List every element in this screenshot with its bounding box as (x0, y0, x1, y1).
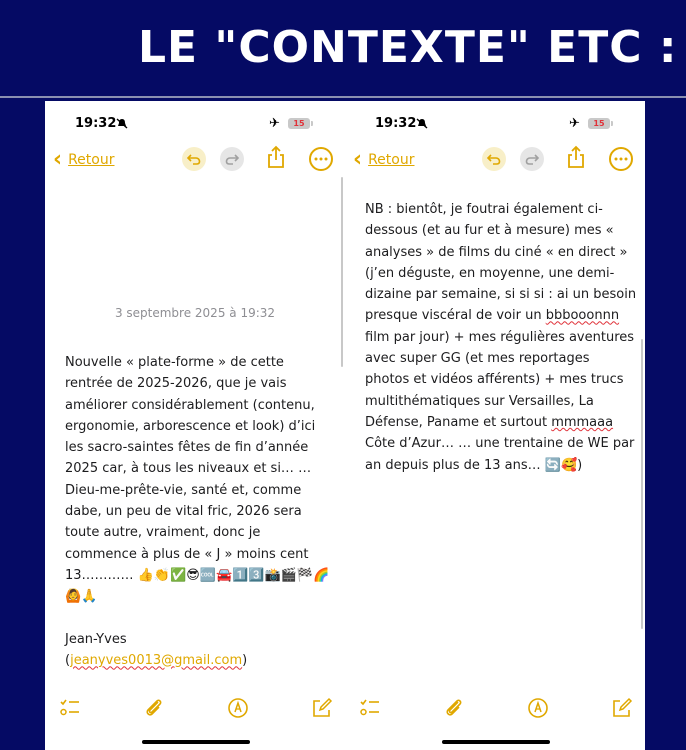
compose-icon[interactable] (611, 697, 633, 719)
email-open-paren: ( (65, 653, 71, 669)
home-indicator[interactable] (142, 740, 250, 744)
airplane-icon: ✈ (569, 116, 580, 131)
paperclip-icon[interactable] (443, 697, 465, 719)
scroll-indicator[interactable] (341, 177, 343, 367)
bottom-toolbar (45, 691, 345, 727)
note-date: 3 septembre 2025 à 19:32 (114, 306, 276, 320)
paperclip-icon[interactable] (143, 697, 165, 719)
status-time: 19:32 (375, 116, 417, 131)
email-link[interactable]: jeanyves0013@gmail.com (70, 653, 243, 669)
chevron-left-icon: ‹ (53, 147, 63, 172)
scroll-indicator[interactable] (641, 339, 643, 629)
banner-divider (0, 96, 686, 98)
author-name: Jean-Yves (65, 632, 127, 647)
checklist-icon[interactable] (59, 697, 81, 719)
redo-icon[interactable] (520, 147, 544, 171)
undo-icon[interactable] (182, 147, 206, 171)
checklist-icon[interactable] (359, 697, 381, 719)
note-text-part-1: NB : bientôt, je foutrai également ci-dessous (et au fur et à mesure) mes « analyses » de films du ciné « en direct » (j’en déguste, en moyenne, une demi-dizaine par semaine, si si si : ai un besoin presque viscéral de voir un (365, 202, 637, 324)
note-text-part-3: Côte d’Azur… … une trentaine de WE par an depuis plus de 13 ans… 🔄🥰) (365, 436, 635, 473)
back-label: Retour (368, 152, 415, 168)
email-close-paren: ) (242, 653, 248, 669)
status-time: 19:32 (75, 116, 117, 131)
back-button[interactable] (353, 149, 414, 171)
compose-icon[interactable] (311, 697, 333, 719)
back-button[interactable] (53, 149, 114, 171)
airplane-icon: ✈ (269, 116, 280, 131)
misspelled-word: bbbooonnn (545, 308, 620, 324)
note-paragraph[interactable]: Nouvelle « plate-forme » de cette rentrée de 2025-2026, que je vais améliorer considérablement (contenu, ergonomie, arborescence et look) d’ici les sacro-saintes fêtes de fin d’année 2025 car, à tous les niveaux et si… … Dieu-me-prête-vie, santé et, comme dabe, un peu de vital fric, 2026 sera toute autre, vraiment, donc je commence à plus de « J » moins cent 13………… 👍👏✅😎🆒🚘1️⃣3️⃣📸🎬🏁🌈🙆🙏 (65, 355, 330, 605)
pen-circle-icon[interactable] (527, 697, 549, 719)
bell-slash-icon (416, 118, 428, 129)
note-paragraph[interactable] (365, 199, 637, 476)
note-signature[interactable] (65, 629, 247, 672)
note-text-part-2: film par jour) + mes régulières aventures avec super GG (et mes reportages photos et vidéos afférents) + mes trucs multithématiques sur Versailles, La Défense, Paname et surtout (365, 329, 635, 430)
back-label: Retour (68, 152, 115, 168)
bell-slash-icon (116, 118, 128, 129)
misspelled-word: mmmaaa (551, 414, 614, 430)
pen-circle-icon[interactable] (227, 697, 249, 719)
phone-screenshot-left (45, 101, 345, 750)
bottom-toolbar (345, 691, 645, 727)
home-indicator[interactable] (442, 740, 550, 744)
redo-icon[interactable] (220, 147, 244, 171)
share-icon[interactable] (564, 145, 588, 169)
chevron-left-icon: ‹ (353, 147, 363, 172)
more-icon[interactable] (309, 147, 333, 171)
banner-title: LE "CONTEXTE" ETC : (138, 22, 678, 73)
battery-icon: 15 (288, 118, 310, 129)
banner (0, 0, 686, 96)
more-icon[interactable] (609, 147, 633, 171)
share-icon[interactable] (264, 145, 288, 169)
battery-icon: 15 (588, 118, 610, 129)
undo-icon[interactable] (482, 147, 506, 171)
phone-screenshot-right (345, 101, 645, 750)
